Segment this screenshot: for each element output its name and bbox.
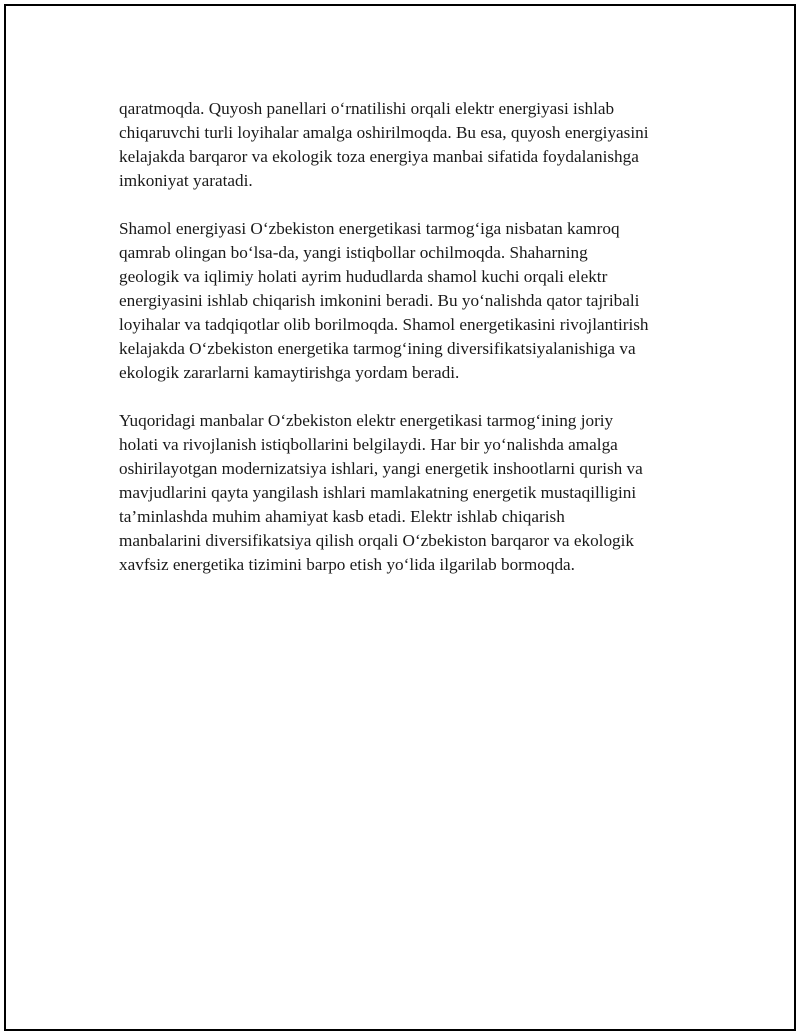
paragraph-solar-energy: qaratmoqda. Quyosh panellari o‘rnatilishi orqali elektr energiyasi ishlab chiqaruvchi turli loyihalar amalga oshirilmoqda. Bu esa, quyosh energiyasini kelajakda barqaror va ekologik toza energiya manbai sifatida foydalanishga imkoniyat yaratadi. (119, 99, 649, 190)
paragraph-wind-energy: Shamol energiyasi O‘zbekiston energetikasi tarmog‘iga nisbatan kamroq qamrab olingan bo‘lsa-da, yangi istiqbollar ochilmoqda. Shaharning geologik va iqlimiy holati ayrim hududlarda shamol kuchi orqali elektr energiyasini ishlab chiqarish imkonini beradi. Bu yo‘nalishda qator tajribali loyihalar va tadqiqotlar olib borilmoqda. Shamol energetikasini rivojlantirish kelajakda O‘zbekiston energetika tarmog‘ining diversifikatsiyalanishiga va ekologik zararlarni kamaytirishga yordam beradi. (119, 219, 649, 382)
page-content (119, 97, 699, 601)
document-page (4, 4, 796, 1031)
paragraph-summary: Yuqoridagi manbalar O‘zbekiston elektr energetikasi tarmog‘ining joriy holati va rivojlanish istiqbollarini belgilaydi. Har bir yo‘nalishda amalga oshirilayotgan modernizatsiya ishlari, yangi energetik inshootlarni qurish va mavjudlarini qayta yangilash ishlari mamlakatning energetik mustaqilligini ta’minlashda muhim ahamiyat kasb etadi. Elektr ishlab chiqarish manbalarini diversifikatsiya qilish orqali O‘zbekiston barqaror va ekologik xavfsiz energetika tizimini barpo etish yo‘lida ilgarilab bormoqda. (119, 411, 643, 574)
